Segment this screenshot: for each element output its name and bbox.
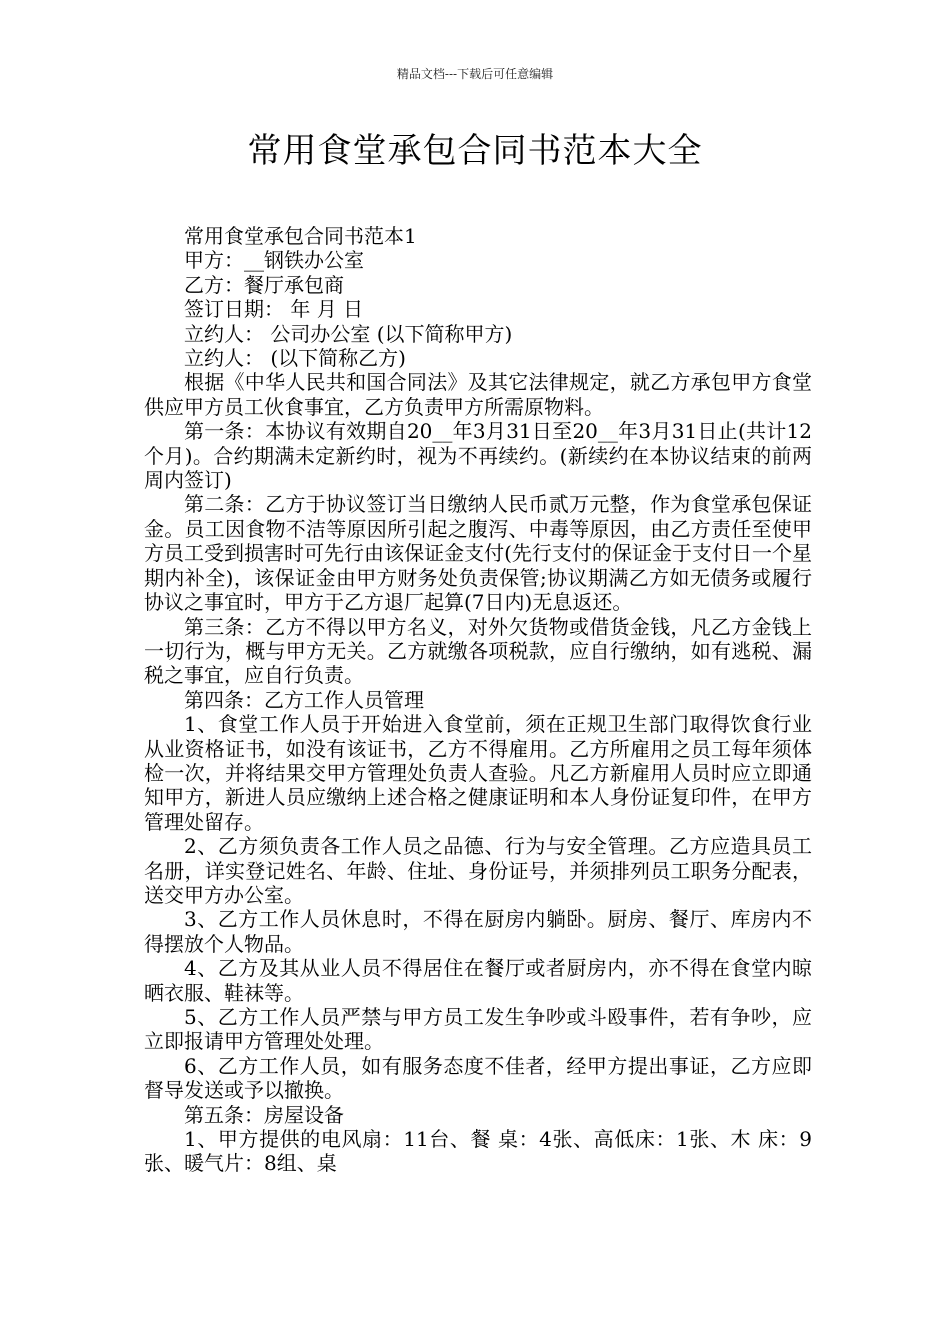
article-4-item-3: 3、乙方工作人员休息时，不得在厨房内躺卧。厨房、餐厅、库房内不得摆放个人物品。	[144, 907, 812, 956]
document-body	[144, 224, 812, 1176]
party-b-line: 乙方：餐厅承包商	[184, 272, 344, 297]
article-4-item-1: 1、食堂工作人员于开始进入食堂前，须在正规卫生部门取得饮食行业从业资格证书，如没有该证书，乙方不得雇用。乙方所雇用之员工每年须体检一次，并将结果交甲方管理处负责人查验。凡乙方新雇用人员时应立即通知甲方，新进人员应缴纳上述合格之健康证明和本人身份证复印件，在甲方管理处留存。	[144, 712, 812, 834]
page-header-note: 精品文档---下载后可任意编辑	[396, 67, 554, 81]
article-3-paragraph: 第三条：乙方不得以甲方名义，对外欠货物或借货金钱，凡乙方金钱上一切行为，概与甲方无关。乙方就缴各项税款，应自行缴纳，如有逃税、漏税之事宜，应自行负责。	[144, 614, 812, 688]
contractor-a-line: 立约人： 公司办公室 (以下简称甲方)	[184, 321, 513, 346]
article-2-paragraph: 第二条：乙方于协议签订当日缴纳人民币贰万元整，作为食堂承包保证金。员工因食物不洁等原因所引起之腹泻、中毒等原因，由乙方责任至使甲方员工受到损害时可先行由该保证金支付(先行支付的保证金于支付日一个星期内补全)，该保证金由甲方财务处负责保管;协议期满乙方如无债务或履行协议之事宜时，甲方于乙方退厂起算(7日内)无息返还。	[144, 492, 812, 615]
article-5-heading: 第五条：房屋设备	[184, 1102, 344, 1127]
article-5-item-1: 1、甲方提供的电风扇：11台、餐 桌：4张、高低床：1张、木 床：9张、暖气片：8组、桌	[144, 1127, 812, 1176]
document-title: 常用食堂承包合同书范本大全	[247, 131, 703, 171]
article-4-item-2: 2、乙方须负责各工作人员之品德、行为与安全管理。乙方应造具员工名册，详实登记姓名、年龄、住址、身份证号，并须排列员工职务分配表，送交甲方办公室。	[144, 834, 812, 907]
article-1-paragraph: 第一条：本协议有效期自20__年3月31日至20__年3月31日止(共计12个月)。合约期满未定新约时，视为不再续约。(新续约在本协议结束的前两周内签订)	[144, 419, 812, 493]
preamble-paragraph: 根据《中华人民共和国合同法》及其它法律规定，就乙方承包甲方食堂供应甲方员工伙食事宜，乙方负责甲方所需原物料。	[144, 370, 812, 419]
article-4-heading: 第四条：乙方工作人员管理	[184, 687, 424, 712]
party-a-line: 甲方：__钢铁办公室	[184, 248, 364, 273]
contractor-b-line: 立约人： (以下简称乙方)	[184, 346, 406, 371]
signing-date-line: 签订日期： 年 月 日	[184, 297, 364, 322]
article-4-item-5: 5、乙方工作人员严禁与甲方员工发生争吵或斗殴事件，若有争吵，应立即报请甲方管理处处理。	[144, 1005, 812, 1054]
section-heading: 常用食堂承包合同书范本1	[184, 224, 417, 248]
article-4-item-4: 4、乙方及其从业人员不得居住在餐厅或者厨房内，亦不得在食堂内晾晒衣服、鞋袜等。	[144, 956, 812, 1005]
article-4-item-6: 6、乙方工作人员，如有服务态度不佳者，经甲方提出事证，乙方应即督导发送或予以撤换。	[144, 1053, 812, 1103]
